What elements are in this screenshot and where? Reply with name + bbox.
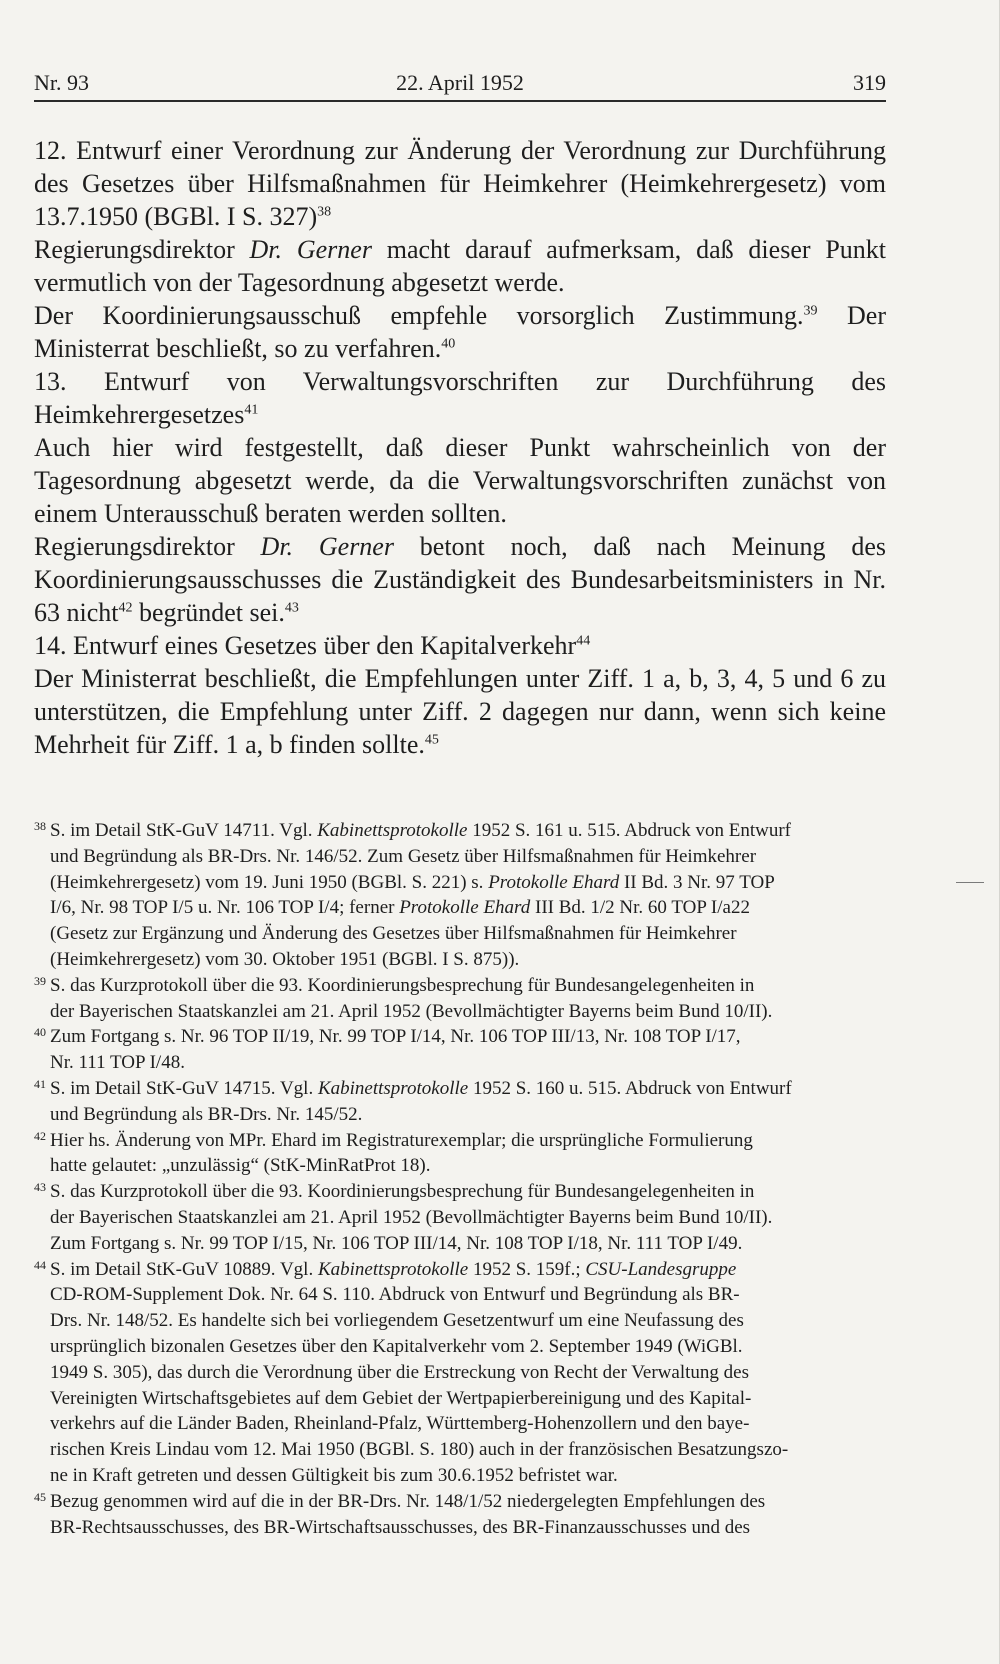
running-header — [34, 70, 886, 102]
page-number: 319 — [853, 70, 886, 95]
footnote-number: 42 — [34, 1128, 46, 1143]
footnote-text: und Begründung als BR-Drs. Nr. 146/52. Zum Gesetz über Hilfsmaßnahmen für Heimkehrer — [50, 845, 757, 867]
footnote-ref[interactable]: 44 — [576, 633, 591, 649]
footnote-text: Hier hs. Änderung von MPr. Ehard im Registraturexemplar; die ursprüngliche Formulierung — [50, 1129, 753, 1151]
footnote-text: S. das Kurzprotokoll über die 93. Koordinierungsbesprechung für Bundesangelegenheiten in — [50, 974, 755, 996]
footnote-text: und Begründung als BR-Drs. Nr. 145/52. — [50, 1103, 363, 1125]
footnote-39 — [34, 973, 886, 1025]
footnote-text: S. im Detail StK-GuV 10889. Vgl. — [50, 1258, 318, 1280]
footnote-text: Zum Fortgang s. Nr. 96 TOP II/19, Nr. 99 TOP I/14, Nr. 106 TOP III/13, Nr. 108 TOP I/17, — [50, 1026, 741, 1048]
footnote-42 — [34, 1128, 886, 1180]
footnote-text: der Bayerischen Staatskanzlei am 21. April 1952 (Bevollmächtigter Bayerns beim Bund 10/II). — [50, 1206, 773, 1228]
footnote-41 — [34, 1076, 886, 1128]
footnote-line — [50, 999, 886, 1025]
footnote-text: BR-Rechtsausschusses, des BR-Wirtschaftsausschusses, des BR-Finanzausschusses und des — [50, 1516, 751, 1538]
item-12-paragraph-1: Regierungsdirektor Dr. Gerner macht darauf aufmerksam, daß dieser Punkt vermutlich von der Tagesordnung abgesetzt werde. — [34, 235, 886, 297]
footnote-text: CD-ROM-Supplement Dok. Nr. 64 S. 110. Abdruck von Entwurf und Begründung als BR- — [50, 1284, 740, 1306]
footnote-text: S. das Kurzprotokoll über die 93. Koordinierungsbesprechung für Bundesangelegenheiten in — [50, 1181, 755, 1203]
footnote-line — [50, 1024, 886, 1050]
person-name: Dr. Gerner — [249, 235, 372, 264]
footnote-line — [50, 818, 886, 844]
item-13-paragraph-2: Regierungsdirektor Dr. Gerner betont noch, daß nach Meinung des Koordinierungsausschusses die Zuständigkeit des Bundesarbeitsministers in Nr. 63 nicht$^{42}$ begründet sei.$^{43}$ — [34, 532, 887, 627]
footnote-number: 39 — [34, 973, 46, 988]
footnote-number: 45 — [34, 1489, 46, 1504]
item-12-paragraph-2: Der Koordinierungsausschuß empfehle vorsorglich Zustimmung.$^{39}$ Der Ministerrat beschließt, so zu verfahren.$^{40}$ — [34, 301, 886, 363]
footnote-line — [50, 1050, 886, 1076]
item-13-paragraph-1: Auch hier wird festgestellt, daß dieser Punkt wahrscheinlich von der Tagesordnung abgesetzt werde, da die Verwaltungsvorschriften zunächst von einem Unterausschuß beraten werden sollten. — [34, 433, 886, 528]
footnote-number: 38 — [34, 819, 46, 833]
item-14-paragraph-1: Der Ministerrat beschließt, die Empfehlungen unter Ziff. 1 a, b, 3, 4, 5 und 6 zu unterstützen, die Empfehlung unter Ziff. 2 dagegen nur dann, wenn sich keine Mehrheit für Ziff. 1 a, b finden sollte.$^{45}$ — [34, 664, 886, 759]
footnote-38 — [34, 818, 886, 973]
footnote-text: Vereinigten Wirtschaftsgebietes auf dem Gebiet der Wertpapierbereinigung und des Kapital- — [50, 1387, 752, 1409]
footnote-line — [50, 1257, 886, 1283]
footnote-text: (Heimkehrergesetz) vom 30. Oktober 1951 (BGBl. I S. 875)). — [50, 948, 520, 970]
work-title: CSU-Landesgruppe — [585, 1258, 737, 1280]
footnote-line — [50, 973, 886, 999]
person-name: Dr. Gerner — [260, 532, 394, 561]
work-title: Kabinettsprotokolle — [317, 1258, 469, 1280]
footnote-line — [50, 1205, 886, 1231]
footnote-text: Nr. 111 TOP I/48. — [50, 1052, 185, 1074]
footnote-text: I/6, Nr. 98 TOP I/5 u. Nr. 106 TOP I/4; ferner — [50, 897, 400, 919]
footnote-text: ne in Kraft getreten und dessen Gültigkeit bis zum 30.6.1952 befristet war. — [50, 1464, 618, 1486]
item-13-heading: 13. Entwurf von Verwaltungsvorschriften zur Durchführung des Heimkehrergesetzes$^{41}$ — [34, 367, 886, 429]
footnote-text: 1952 S. 160 u. 515. Abdruck von Entwurf — [468, 1077, 792, 1099]
footnote-line — [50, 947, 886, 973]
document-number: Nr. 93 — [34, 70, 89, 95]
footnote-line — [50, 1102, 886, 1128]
footnote-line — [50, 1386, 886, 1412]
work-title: Kabinettsprotokolle — [317, 820, 468, 841]
footnote-number: 40 — [34, 1025, 46, 1040]
footnote-line — [50, 1411, 886, 1437]
footnote-ref[interactable]: 39 — [803, 303, 818, 319]
footnote-line — [50, 870, 886, 896]
footnote-line — [50, 895, 886, 921]
footnote-ref[interactable]: 45 — [424, 732, 439, 748]
footnote-text: S. im Detail StK-GuV 14711. Vgl. — [50, 820, 318, 841]
item-12-heading: 12. Entwurf einer Verordnung zur Änderung der Verordnung zur Durchführung des Gesetzes über Hilfsmaßnahmen für Heimkehrer (Heimkehrergesetz) vom 13.7.1950 (BGBl. I S. 327)$^{38}$ — [34, 136, 886, 231]
main-text — [34, 134, 886, 761]
footnote-text: 1949 S. 305), das durch die Verordnung über die Erstreckung von Recht der Verwaltung des — [50, 1361, 749, 1383]
footnote-line — [50, 1282, 886, 1308]
footnote-ref[interactable]: 40 — [441, 336, 456, 352]
footnote-43 — [34, 1179, 886, 1256]
footnote-text: II Bd. 3 Nr. 97 TOP — [619, 871, 775, 893]
footnote-text: ursprünglich bizonalen Gesetzes über den Kapitalverkehr vom 2. September 1949 (WiGBl. — [50, 1335, 743, 1357]
footnote-ref[interactable]: 43 — [284, 600, 299, 616]
footnote-45 — [34, 1489, 886, 1541]
footnote-line — [50, 1179, 886, 1205]
footnote-44 — [34, 1257, 886, 1489]
footnote-text: rischen Kreis Lindau vom 12. Mai 1950 (BGBl. S. 180) auch in der französischen Besatzungszo- — [50, 1439, 789, 1461]
footnote-text: hatte gelautet: „unzulässig“ (StK-MinRatProt 18). — [50, 1155, 431, 1177]
footnote-text: 1952 S. 159f.; — [468, 1258, 586, 1280]
footnote-line — [50, 1437, 886, 1463]
footnote-line — [50, 1334, 886, 1360]
footnote-text: Drs. Nr. 148/52. Es handelte sich bei vorliegendem Gesetzentwurf um eine Neufassung des — [50, 1310, 744, 1332]
footnote-line — [50, 921, 886, 947]
work-title: Protokolle Ehard — [488, 871, 620, 893]
footnote-40 — [34, 1024, 886, 1076]
footnote-text: III Bd. 1/2 Nr. 60 TOP I/a22 — [530, 897, 750, 919]
footnote-text: (Heimkehrergesetz) vom 19. Juni 1950 (BGBl. S. 221) s. — [50, 871, 489, 893]
footnote-line — [50, 1076, 886, 1102]
footnote-line — [50, 1153, 886, 1179]
footnote-text: Zum Fortgang s. Nr. 99 TOP I/15, Nr. 106 TOP III/14, Nr. 108 TOP I/18, Nr. 111 TOP I/49. — [50, 1232, 743, 1254]
footnote-line — [50, 1463, 886, 1489]
footnote-line — [50, 1360, 886, 1386]
footnote-line — [50, 1308, 886, 1334]
footnote-line — [50, 1515, 886, 1541]
footnote-text: Bezug genommen wird auf die in der BR-Drs. Nr. 148/1/52 niedergelegten Empfehlungen des — [50, 1490, 766, 1512]
footnote-line — [50, 1231, 886, 1257]
item-14-heading: 14. Entwurf eines Gesetzes über den Kapitalverkehr$^{44}$ — [34, 631, 591, 660]
footnote-number: 44 — [34, 1257, 46, 1272]
footnote-text: verkehrs auf die Länder Baden, Rheinland-Pfalz, Württemberg-Hohenzollern und den baye- — [50, 1413, 750, 1435]
footnote-line — [50, 1128, 886, 1154]
footnote-number: 41 — [34, 1076, 46, 1091]
footnote-line — [50, 1489, 886, 1515]
footnote-ref[interactable]: 41 — [244, 402, 259, 418]
footnote-text: 1952 S. 161 u. 515. Abdruck von Entwurf — [467, 820, 791, 841]
footnote-text: der Bayerischen Staatskanzlei am 21. April 1952 (Bevollmächtigter Bayerns beim Bund 10/II). — [50, 1000, 773, 1022]
work-title: Kabinettsprotokolle — [317, 1077, 469, 1099]
footnote-number: 43 — [34, 1180, 46, 1195]
footnote-line — [50, 844, 886, 870]
footnotes — [34, 818, 886, 1540]
margin-mark — [956, 882, 984, 883]
header-date: 22. April 1952 — [396, 70, 524, 95]
work-title: Protokolle Ehard — [399, 897, 531, 919]
footnote-ref[interactable]: 42 — [118, 600, 133, 616]
footnote-text: (Gesetz zur Ergänzung und Änderung des Gesetzes über Hilfsmaßnahmen für Heimkehrer — [50, 923, 737, 945]
footnote-text: S. im Detail StK-GuV 14715. Vgl. — [50, 1077, 318, 1099]
footnote-ref[interactable]: 38 — [317, 204, 332, 220]
